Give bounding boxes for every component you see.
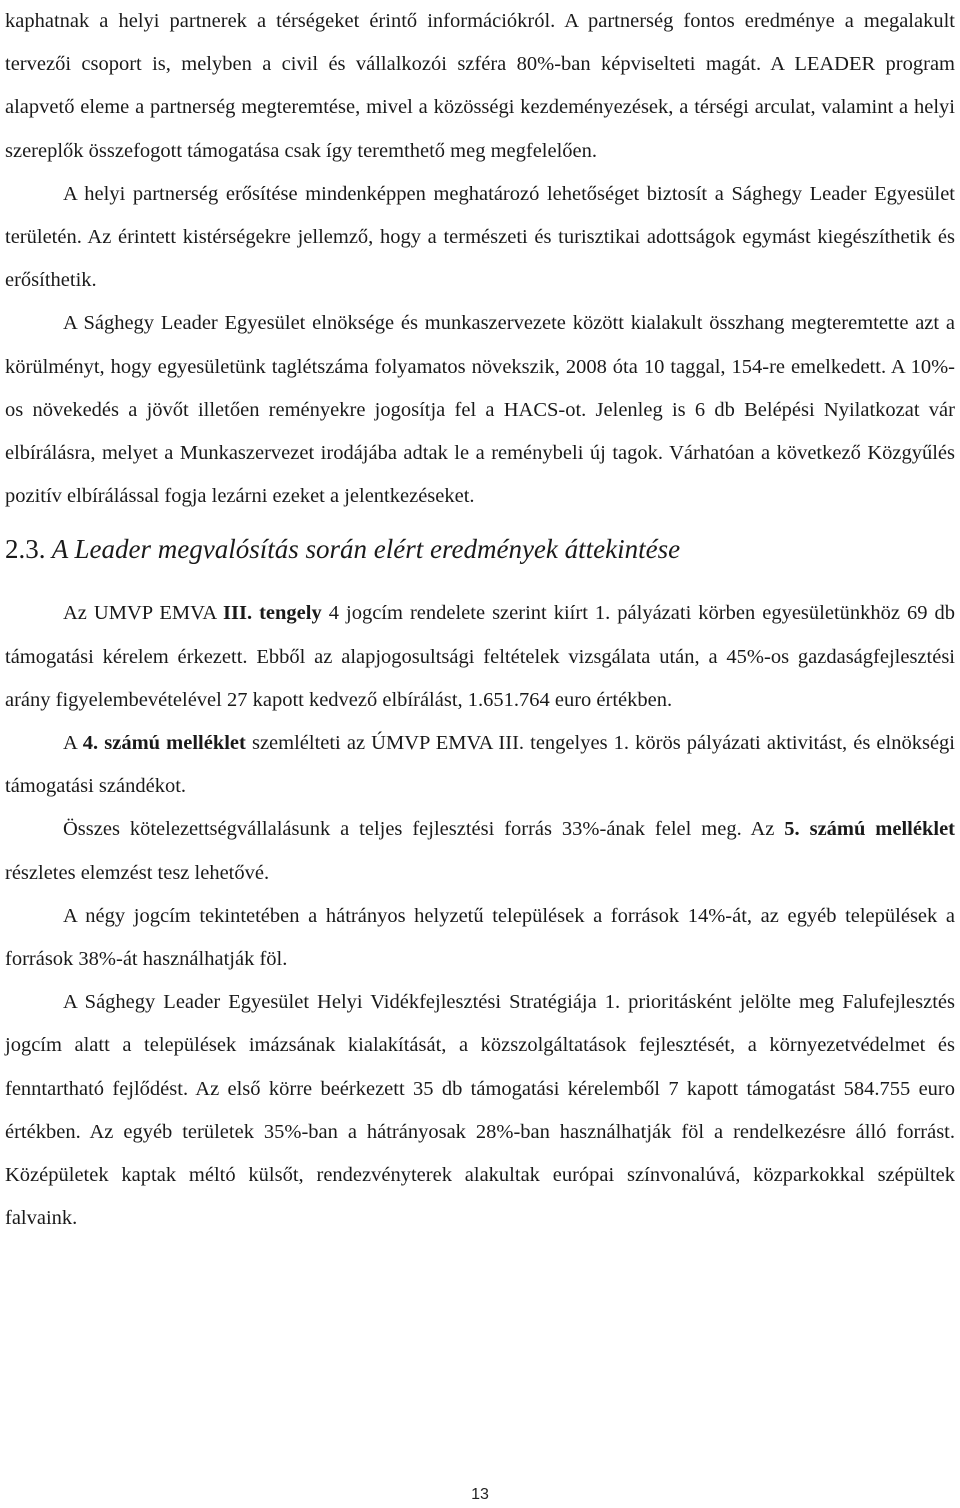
text-run: A	[63, 732, 83, 755]
paragraph-annex-5	[5, 808, 955, 894]
bold-run: 4. számú melléklet	[82, 732, 246, 755]
text-run: Az UMVP EMVA	[63, 602, 224, 625]
text-run: részletes elemzést tesz lehetővé.	[5, 861, 270, 884]
bold-run: 5. számú melléklet	[784, 818, 955, 841]
paragraph-annex-4	[5, 722, 955, 808]
paragraph-strategy: A Sághegy Leader Egyesület Helyi Vidékfejlesztési Stratégiája 1. prioritásként jelölte meg Falufejlesztés jogcím alatt a települések imázsának kialakítását, a közszolgáltatások fejlesztését, a környezetvédelmet és fenntartható fejlődést. Az első körre beérkezett 35 db támogatási kérelemből 7 kapott támogatást 584.755 euro értékben. Az egyéb területek 35%-ban a hátrányosak 28%-ban használhatják föl a rendelkezésre álló forrást. Középületek kaptak méltó külsőt, rendezvényterek alakultak európai színvonalúvá, közparkokkal szépültek falvaink.	[5, 991, 955, 1230]
paragraph-membership: A Sághegy Leader Egyesület elnöksége és munkaszervezete között kialakult összhang megteremtette azt a körülményt, hogy egyesületünk taglétszáma folyamatos növekszik, 2008 óta 10 taggal, 154-re emelkedett. A 10%-os növekedés a jövőt illetően reményekre jogosítja fel a HACS-ot. Jelenleg is 6 db Belépési Nyilatkozat vár elbírálásra, melyet a Munkaszervezet irodájába adtak le a reménybeli új tagok. Várhatóan a következő Közgyűlés pozitív elbírálással fogja lezárni ezeket a jelentkezéseket.	[5, 312, 955, 508]
text-run: Összes kötelezettségvállalásunk a teljes fejlesztési forrás 33%-ának felel meg. Az	[63, 818, 785, 841]
section-title: A Leader megvalósítás során elért eredmények áttekintése	[51, 534, 681, 565]
section-number: 2.3.	[5, 534, 46, 565]
paragraph-umvp-results	[5, 592, 955, 722]
paragraph-four-measures: A négy jogcím tekintetében a hátrányos helyzetű települések a források 14%-át, az egyéb települések a források 38%-át használhatják föl.	[5, 904, 955, 971]
paragraph-partnership: kaphatnak a helyi partnerek a térségeket érintő információkról. A partnerség fontos eredménye a megalakult tervezői csoport is, melyben a civil és vállalkozói szféra 80%-ban képviselteti magát. A LEADER program alapvető eleme a partnerség megteremtése, mivel a közösségi kezdeményezések, a térségi arculat, valamint a helyi szereplők összefogott támogatása csak így teremthető meg megfelelően.	[5, 10, 955, 162]
paragraph-local-partnership: A helyi partnerség erősítése mindenképpen meghatározó lehetőséget biztosít a Sághegy Leader Egyesület területén. Az érintett kistérségekre jellemző, hogy a természeti és turisztikai adottságok egymást kiegészíthetik és erősíthetik.	[5, 182, 955, 292]
section-heading	[5, 524, 955, 574]
bold-run: III.	[223, 602, 253, 625]
document-body	[5, 0, 955, 1240]
text-run: 4 jogcím rendelete szerint kiírt 1. pályázati körben egyesületünkhöz 69 db támogatási kérelem érkezett. Ebből az alapjogosultsági feltételek vizsgálata után, a 45%-os gazdaságfejlesztési arány figyelembevételével 27 kapott kedvező elbírálást, 1.651.764 euro értékben.	[5, 602, 956, 711]
page-number: 13	[471, 1486, 489, 1503]
text-run: szemlélteti az ÚMVP EMVA III. tengelyes 1. körös pályázati aktivitást, és elnökségi támogatási szándékot.	[5, 732, 955, 798]
bold-run: tengely	[259, 602, 322, 625]
